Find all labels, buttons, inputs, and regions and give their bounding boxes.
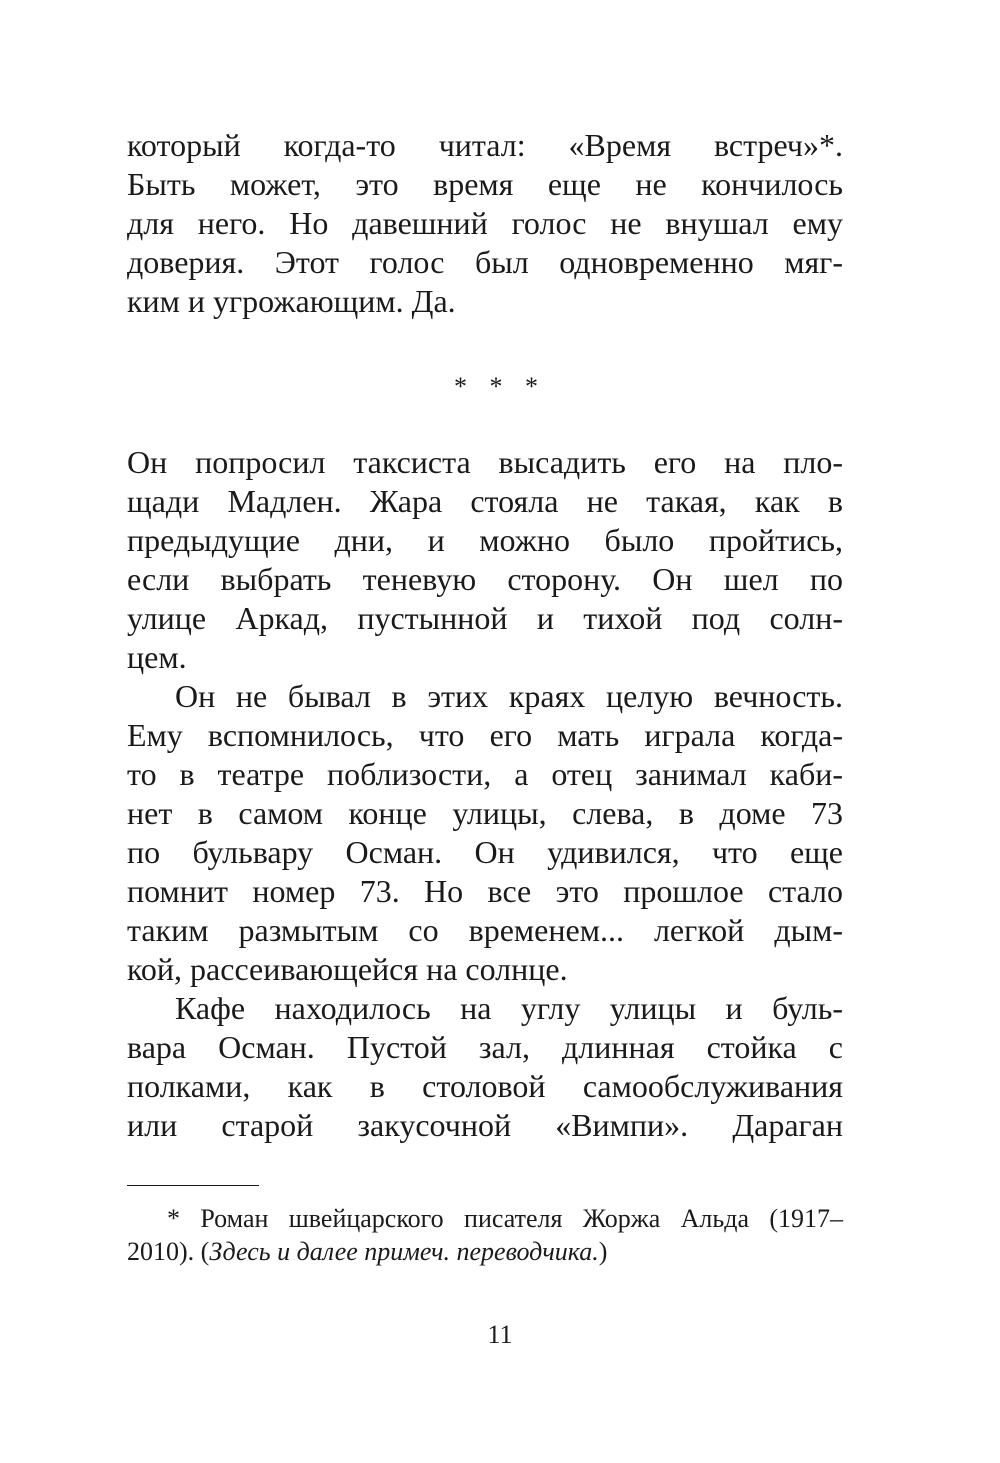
text-line: по бульвару Осман. Он удивился, что еще bbox=[127, 834, 843, 870]
text-line: Ему вспомнилось, что его мать играла когда- bbox=[127, 717, 843, 753]
text-line: кой, рассеивающейся на солнце. bbox=[127, 951, 568, 987]
footnote-text: 2010). ( bbox=[127, 1237, 210, 1266]
page-number: 11 bbox=[487, 1320, 513, 1349]
text-line: щади Мадлен. Жара стояла не такая, как в bbox=[127, 483, 843, 519]
paragraph bbox=[127, 677, 843, 989]
text-line: цем. bbox=[127, 639, 187, 675]
text-line: Он не бывал в этих краях целую вечность. bbox=[175, 678, 843, 714]
paragraph bbox=[127, 989, 843, 1145]
text-line: нет в самом конце улицы, слева, в доме 73 bbox=[127, 795, 843, 831]
text-line: вара Осман. Пустой зал, длинная стойка с bbox=[127, 1029, 843, 1065]
text-line: для него. Но давешний голос не внушал ему bbox=[127, 205, 843, 241]
text-line: который когда-то читал: «Время встреч»*. bbox=[127, 127, 843, 163]
text-line: если выбрать теневую сторону. Он шел по bbox=[127, 561, 843, 597]
text-line: Кафе находилось на углу улицы и буль- bbox=[175, 990, 843, 1026]
text-line: то в театре поблизости, а отец занимал каби- bbox=[127, 756, 843, 792]
text-line: помнит номер 73. Но все это прошлое стало bbox=[127, 873, 843, 909]
text-line: предыдущие дни, и можно было пройтись, bbox=[127, 522, 843, 558]
footnote-line bbox=[127, 1235, 843, 1268]
text-line: или старой закусочной «Вимпи». Дараган bbox=[127, 1107, 843, 1143]
text-line: Он попросил таксиста высадить его на пло- bbox=[127, 444, 843, 480]
text-line: улице Аркад, пустынной и тихой под солн- bbox=[127, 600, 843, 636]
text-line: таким размытым со временем... легкой дым- bbox=[127, 912, 843, 948]
footnote-text: ) bbox=[598, 1237, 608, 1266]
footnote-line: * Роман швейцарского писателя Жоржа Альда (1917– bbox=[167, 1204, 843, 1233]
section-separator: * * * bbox=[454, 372, 546, 401]
continuation-paragraph bbox=[127, 126, 843, 321]
footnote-italic-text: Здесь и далее примеч. переводчика. bbox=[209, 1237, 599, 1266]
text-line: Быть может, это время еще не кончилось bbox=[127, 166, 843, 202]
footnote bbox=[127, 1202, 843, 1268]
paragraph bbox=[127, 443, 843, 677]
text-line: ким и угрожающим. Да. bbox=[127, 283, 456, 319]
text-line: полками, как в столовой самообслуживания bbox=[127, 1068, 843, 1104]
text-line: доверия. Этот голос был одновременно мяг- bbox=[127, 244, 843, 280]
footnote-rule bbox=[127, 1185, 259, 1186]
main-text bbox=[127, 443, 843, 1145]
